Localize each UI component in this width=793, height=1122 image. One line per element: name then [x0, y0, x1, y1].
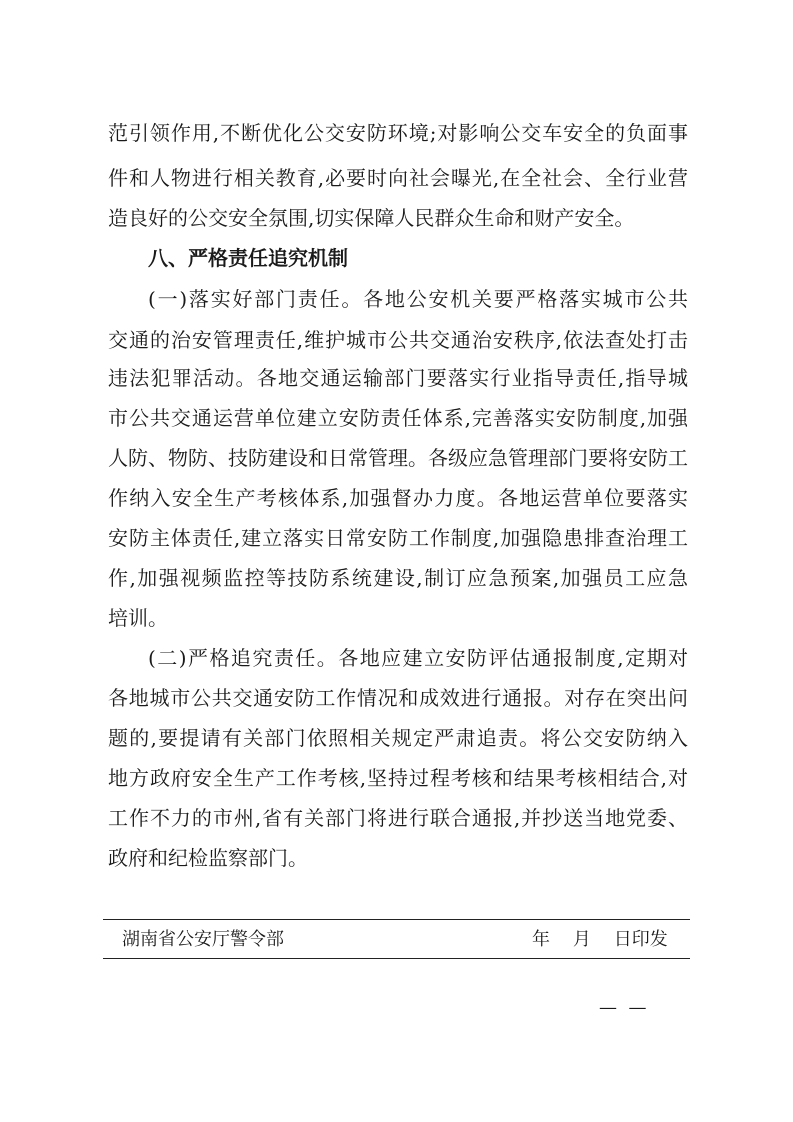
text-line: 各地城市公共交通安防工作情况和成效进行通报。对存在突出问	[108, 686, 688, 710]
section-heading: 八、严格责任追究机制	[148, 246, 348, 270]
text-line: 地方政府安全生产工作考核,坚持过程考核和结果考核相结合,对	[108, 766, 688, 790]
text-line: 作纳入安全生产考核体系,加强督办力度。各地运营单位要落实	[108, 486, 688, 510]
text-line: 作,加强视频监控等技防系统建设,制订应急预案,加强员工应急	[108, 566, 688, 590]
text-line: 违法犯罪活动。各地交通运输部门要落实行业指导责任,指导城	[108, 366, 688, 390]
page-number: — —	[599, 997, 647, 1018]
text-line: 件和人物进行相关教育,必要时向社会曝光,在全社会、全行业营	[108, 166, 688, 190]
text-line: 造良好的公交安全氛围,切实保障人民群众生命和财产安全。	[108, 206, 635, 230]
issuer-name: 湖南省公安厅警令部	[122, 929, 284, 950]
footer-bottom-rule	[103, 958, 690, 959]
footer-top-rule	[103, 919, 690, 920]
text-line: (一)落实好部门责任。各地公安机关要严格落实城市公共	[148, 287, 688, 311]
text-line: 范引领作用,不断优化公交安防环境;对影响公交车安全的负面事	[108, 121, 688, 145]
text-line: 人防、物防、技防建设和日常管理。各级应急管理部门要将安防工	[108, 446, 688, 470]
text-line: 安防主体责任,建立落实日常安防工作制度,加强隐患排查治理工	[108, 526, 688, 550]
text-line: (二)严格追究责任。各地应建立安防评估通报制度,定期对	[148, 646, 688, 670]
print-date: 年 月 日印发	[532, 929, 668, 950]
text-line: 工作不力的市州,省有关部门将进行联合通报,并抄送当地党委、	[108, 806, 688, 830]
text-line: 交通的治安管理责任,维护城市公共交通治安秩序,依法查处打击	[108, 328, 688, 352]
text-line: 培训。	[108, 606, 168, 630]
text-line: 题的,要提请有关部门依照相关规定严肃追责。将公交安防纳入	[108, 726, 688, 750]
text-line: 政府和纪检监察部门。	[108, 846, 308, 870]
text-line: 市公共交通运营单位建立安防责任体系,完善落实安防制度,加强	[108, 406, 688, 430]
